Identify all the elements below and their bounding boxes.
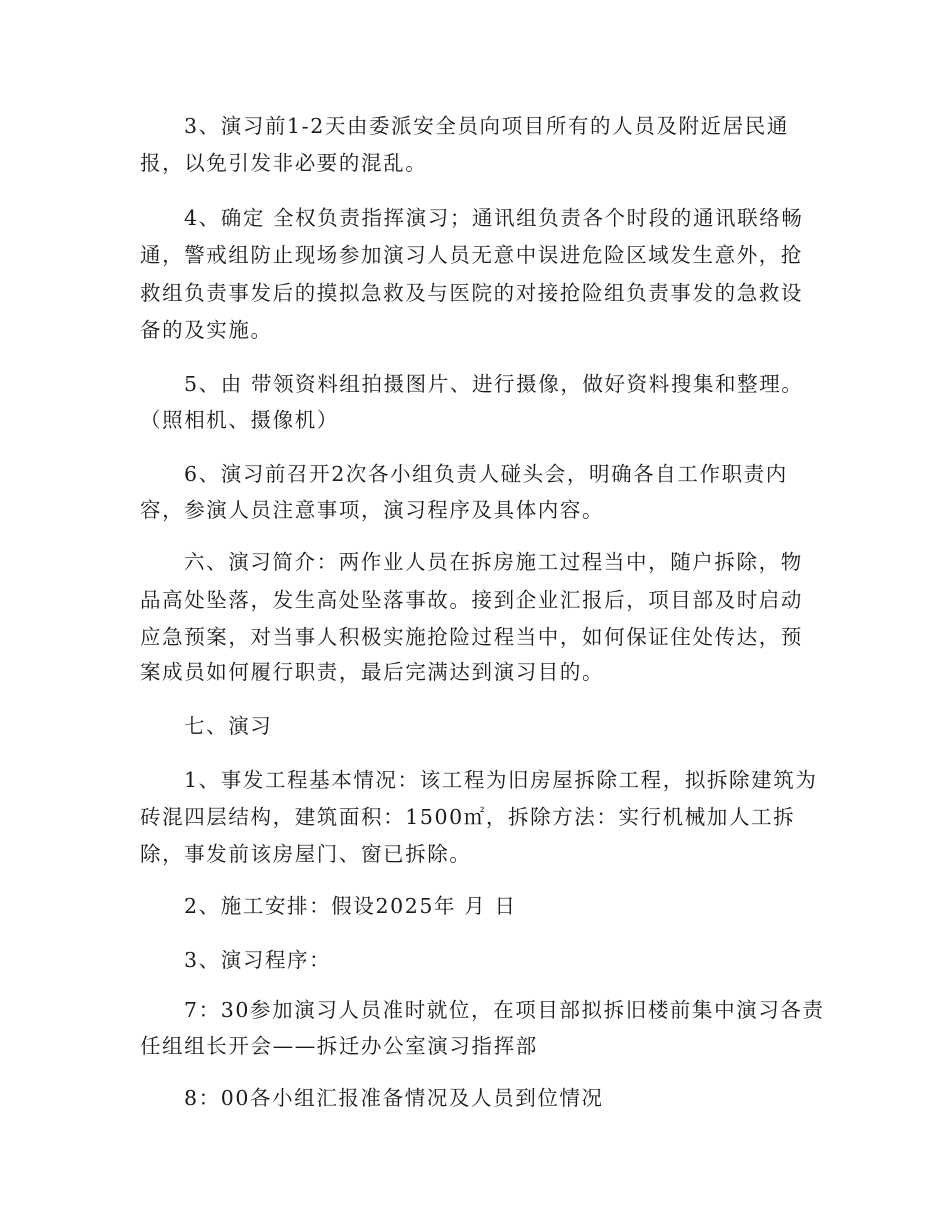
text-line: 备的及实施。 [140,318,273,342]
text-line: 七、演习 [184,714,273,738]
text-line: 4、确定 全权负责指挥演习；通讯组负责各个时段的通讯联络畅 [184,206,804,230]
text-line: 容，参演人员注意事项，演习程序及具体内容。 [140,498,605,522]
text-line: 应急预案，对当事人积极实施抢险过程当中，如何保证住处传达，预 [140,625,803,649]
text-line: 6、演习前召开2次各小组负责人碰头会，明确各自工作职责内 [184,462,788,486]
text-line: （照相机、摄像机） [140,408,339,432]
text-line: 救组负责事发后的摸拟急救及与医院的对接抢险组负责事发的急救设 [140,281,803,305]
text-line: 除，事发前该房屋门、窗已拆除。 [140,842,472,866]
text-line: 5、由 带领资料组拍摄图片、进行摄像，做好资料搜集和整理。 [184,372,804,396]
text-line: 3、演习程序： [184,948,332,972]
text-line: 报，以免引发非必要的混乱。 [140,151,428,175]
text-line: 六、演习简介：两作业人员在拆房施工过程当中，随户拆除，物 [184,550,803,574]
text-line: 砖混四层结构，建筑面积：1500㎡，拆除方法：实行机械加人工拆 [140,805,796,829]
text-line: 8：00各小组汇报准备情况及人员到位情况 [184,1086,604,1110]
text-line: 通，警戒组防止现场参加演习人员无意中误进危险区域发生意外，抢 [140,243,803,267]
text-line: 品高处坠落，发生高处坠落事故。接到企业汇报后，项目部及时启动 [140,588,803,612]
text-line: 1、事发工程基本情况：该工程为旧房屋拆除工程，拟拆除建筑为 [184,768,818,792]
text-line: 任组组长开会——拆迁办公室演习指挥部 [140,1034,538,1058]
text-line: 2、施工安排：假设2025年 月 日 [184,894,517,918]
text-line: 7：30参加演习人员准时就位，在项目部拟拆旧楼前集中演习各责 [184,998,825,1022]
text-line: 3、演习前1-2天由委派安全员向项目所有的人员及附近居民通 [184,114,789,138]
text-line: 案成员如何履行职责，最后完满达到演习目的。 [140,660,605,684]
